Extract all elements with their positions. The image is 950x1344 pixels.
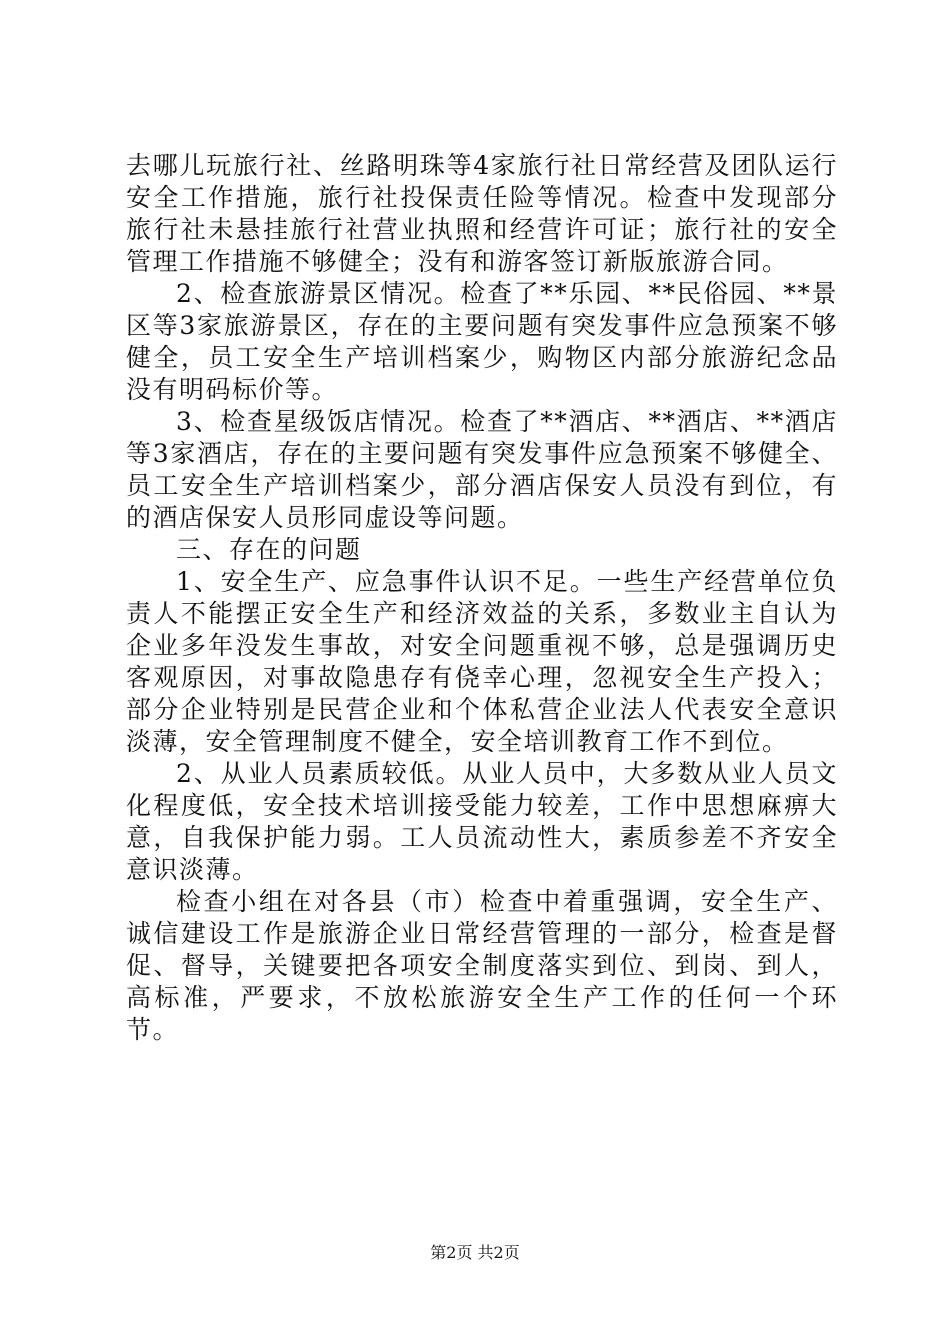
page-number-footer: 第2页 共2页 xyxy=(430,1243,520,1262)
section-heading-problems: 三、存在的问题 xyxy=(176,535,362,564)
paragraph-problem-awareness: 1、安全生产、应急事件认识不足。一些生产经营单位负责人不能摆正安全生产和经济效益的关系，多数业主自认为企业多年没发生事故，对安全问题重视不够，总是强调历史客观原因，对事故隐患存有侥幸心理，忽视安全生产投入；部分企业特别是民营企业和个体私营企业法人代表安全意识淡薄，安全管理制度不健全，安全培训教育工作不到位。 xyxy=(126,567,838,756)
paragraph-inspection-summary: 检查小组在对各县（市）检查中着重强调，安全生产、诚信建设工作是旅游企业日常经营管理的一部分，检查是督促、督导，关键要把各项安全制度落实到位、到岗、到人，高标准，严要求，不放松旅游安全生产工作的任何一个环节。 xyxy=(126,887,838,1044)
paragraph-scenic-areas: 2、检查旅游景区情况。检查了**乐园、**民俗园、**景区等3家旅游景区，存在的主要问题有突发事件应急预案不够健全，员工安全生产培训档案少，购物区内部分旅游纪念品没有明码标价等。 xyxy=(126,279,838,404)
paragraph-star-hotels: 3、检查星级饭店情况。检查了**酒店、**酒店、**酒店等3家酒店，存在的主要问题有突发事件应急预案不够健全、员工安全生产培训档案少，部分酒店保安人员没有到位，有的酒店保安人员形同虚设等问题。 xyxy=(126,407,838,532)
paragraph-travel-agencies: 去哪儿玩旅行社、丝路明珠等4家旅行社日常经营及团队运行安全工作措施，旅行社投保责任险等情况。检查中发现部分旅行社未悬挂旅行社营业执照和经营许可证；旅行社的安全管理工作措施不够健全；没有和游客签订新版旅游合同。 xyxy=(126,151,838,276)
paragraph-problem-staff-quality: 2、从业人员素质较低。从业人员中，大多数从业人员文化程度低，安全技术培训接受能力较差，工作中思想麻痹大意，自我保护能力弱。工人员流动性大，素质参差不齐安全意识淡薄。 xyxy=(126,759,838,884)
document-body xyxy=(126,150,838,1046)
